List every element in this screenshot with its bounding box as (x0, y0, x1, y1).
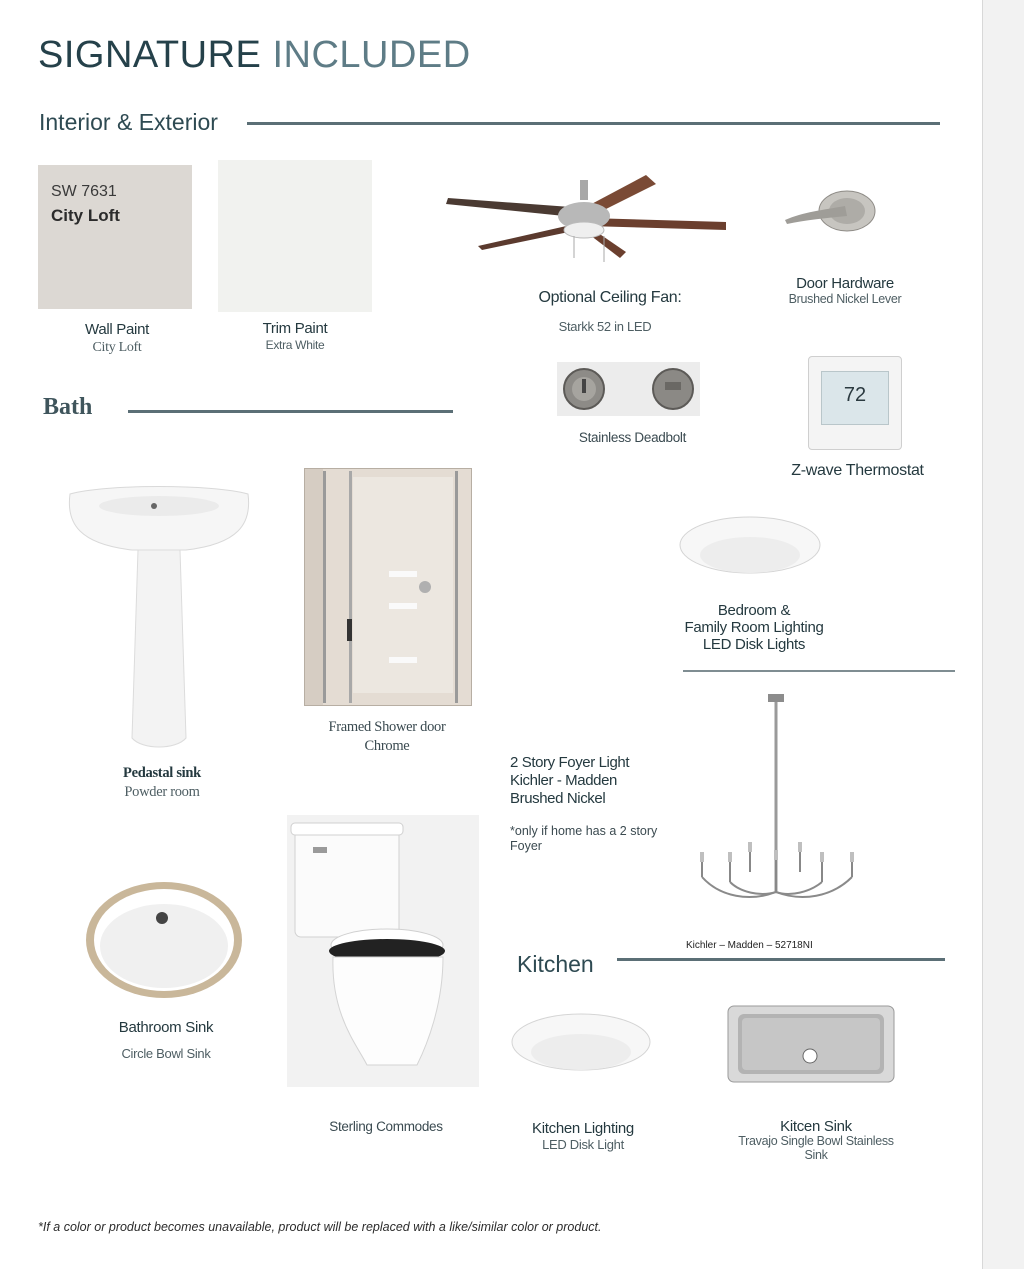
trim-paint-label: Trim Paint (262, 320, 328, 337)
disk-light-image (678, 515, 822, 581)
door-hardware-label: Door Hardware (796, 275, 894, 292)
foyer-light-text (510, 754, 629, 808)
swatch-code: SW 7631 (51, 183, 117, 200)
chandelier-image (690, 692, 862, 932)
section-rule (247, 122, 940, 125)
page-title (38, 34, 471, 77)
trim-paint-sub: Extra White (265, 338, 325, 352)
kitchen-lighting-sub: LED Disk Light (542, 1137, 624, 1152)
chandelier-caption: Kichler – Madden – 52718NI (686, 940, 813, 951)
kitchen-disk-light-image (510, 1012, 652, 1078)
thermostat-label: Z-wave Thermostat (791, 462, 924, 479)
kitchen-sink-sub2: Sink (804, 1148, 828, 1162)
title-part-1: SIGNATURE (38, 34, 262, 76)
pedestal-sink-sub: Powder room (124, 784, 200, 800)
deadbolt-image (557, 362, 700, 416)
footnote: *If a color or product becomes unavailable, product will be replaced with a like/similar color or product. (38, 1220, 602, 1234)
pedestal-sink-label: Pedastal sink (123, 765, 201, 781)
kitchen-sink-label: Kitcen Sink (780, 1118, 852, 1135)
kitchen-sink-image (726, 1004, 896, 1084)
divider (683, 670, 955, 672)
scrollbar[interactable] (982, 0, 1024, 1269)
ceiling-fan-image (438, 170, 730, 265)
foyer-light-line1: 2 Story Foyer Light (510, 754, 630, 771)
section-rule (128, 410, 453, 413)
commodes-label: Sterling Commodes (329, 1119, 443, 1134)
title-part-2: INCLUDED (272, 34, 471, 76)
section-rule (617, 958, 945, 961)
shower-door-line1: Framed Shower door (328, 719, 446, 735)
shower-door-image (304, 468, 472, 706)
wall-paint-swatch (38, 165, 192, 309)
bathroom-sink-sub: Circle Bowl Sink (121, 1046, 211, 1061)
section-kitchen: Kitchen (517, 951, 594, 977)
thermostat-screen (821, 371, 889, 425)
kitchen-lighting-label: Kitchen Lighting (532, 1120, 634, 1137)
foyer-light-line2: Kichler - Madden (510, 772, 617, 789)
foyer-note-line2: Foyer (510, 839, 542, 853)
section-bath: Bath (43, 394, 93, 420)
door-hardware-sub: Brushed Nickel Lever (788, 292, 902, 306)
bedroom-lighting-line2: Family Room Lighting (684, 619, 824, 636)
swatch-name: City Loft (51, 206, 120, 225)
wall-paint-sub: City Loft (92, 340, 142, 355)
thermostat-image (808, 356, 902, 450)
bedroom-lighting-line1: Bedroom & (717, 602, 791, 619)
section-interior-exterior: Interior & Exterior (39, 109, 218, 135)
foyer-light-note (510, 824, 657, 854)
commode-image (287, 815, 479, 1087)
pedestal-sink-image (66, 484, 252, 752)
bathroom-sink-image (84, 880, 244, 1000)
bedroom-lighting-line3: LED Disk Lights (702, 636, 806, 653)
bathroom-sink-label: Bathroom Sink (118, 1019, 214, 1036)
ceiling-fan-sub: Starkk 52 in LED (558, 319, 652, 334)
deadbolt-label: Stainless Deadbolt (578, 430, 687, 445)
trim-paint-swatch (218, 160, 372, 312)
door-lever-image (783, 186, 879, 236)
foyer-light-line3: Brushed Nickel (510, 790, 606, 807)
kitchen-sink-sub1: Travajo Single Bowl Stainless (738, 1134, 894, 1148)
wall-paint-label: Wall Paint (85, 321, 149, 338)
ceiling-fan-label: Optional Ceiling Fan: (538, 289, 682, 306)
thermostat-display: 72 (843, 384, 867, 406)
foyer-note-line1: *only if home has a 2 story (510, 824, 658, 838)
shower-door-line2: Chrome (364, 738, 410, 754)
